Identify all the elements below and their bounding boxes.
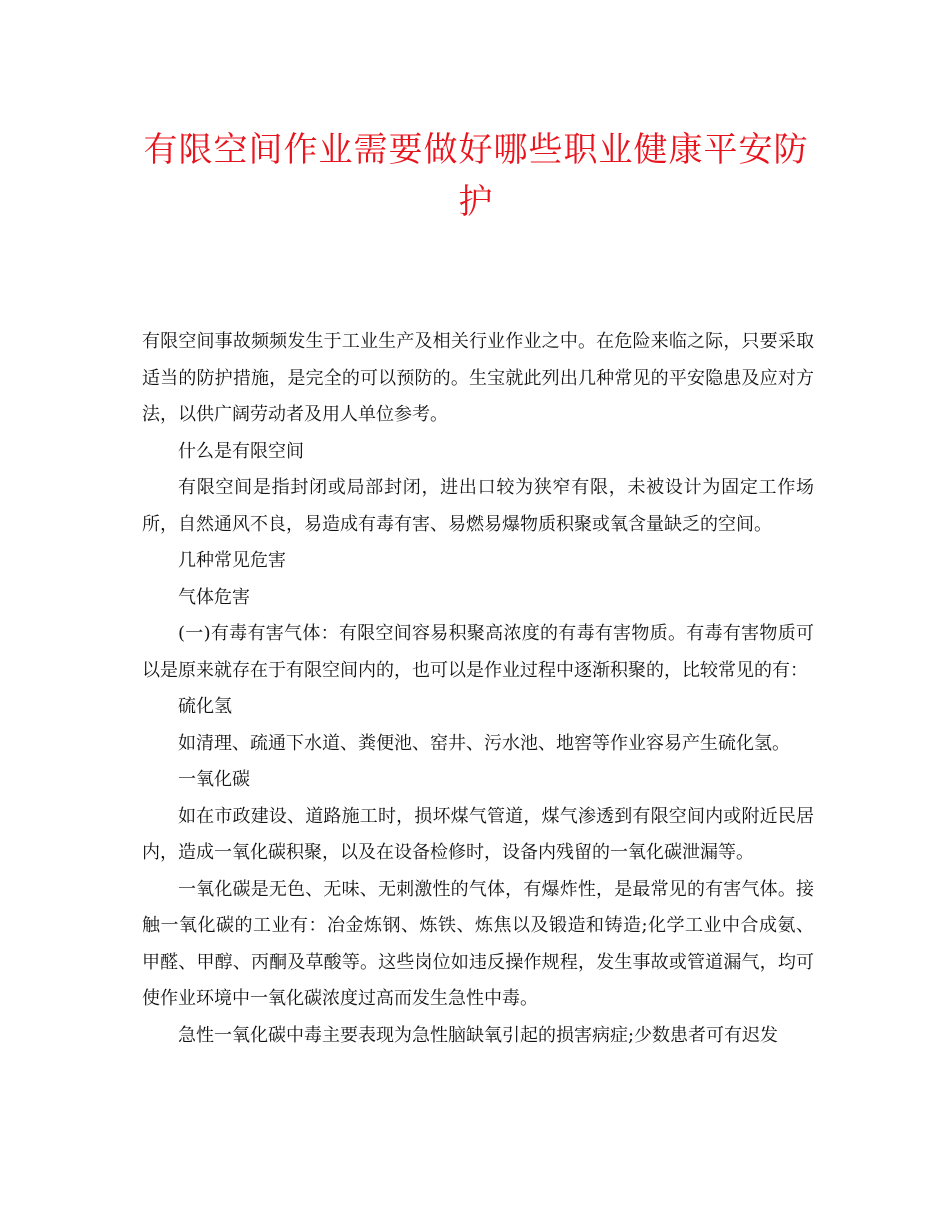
document-title: 有限空间作业需要做好哪些职业健康平安防护 <box>143 130 809 222</box>
heading-what-is-confined-space: 什么是有限空间 <box>178 440 304 462</box>
paragraph-carbon-monoxide-poisoning: 急性一氧化碳中毒主要表现为急性脑缺氧引起的损害病症;少数患者可有迟发 <box>178 1024 779 1046</box>
paragraph-hydrogen-sulfide: 如清理、疏通下水道、粪便池、窑井、污水池、地窖等作业容易产生硫化氢。 <box>178 732 790 754</box>
heading-carbon-monoxide: 一氧化碳 <box>178 769 250 790</box>
document-body <box>142 324 814 1054</box>
paragraph-carbon-monoxide-sources: 如在市政建设、道路施工时，损坏煤气管道，煤气渗透到有限空间内或附近民居内，造成一氧化碳积聚，以及在设备检修时，设备内残留的一氧化碳泄漏等。 <box>142 805 814 863</box>
heading-gas-hazards: 气体危害 <box>178 586 250 608</box>
heading-common-hazards: 几种常见危害 <box>178 550 286 571</box>
heading-hydrogen-sulfide: 硫化氢 <box>178 696 232 717</box>
paragraph-intro: 有限空间事故频频发生于工业生产及相关行业作业之中。在危险来临之际，只要采取适当的防护措施，是完全的可以预防的。生宝就此列出几种常见的平安隐患及应对方法，以供广阔劳动者及用人单位参考。 <box>142 331 814 425</box>
paragraph-carbon-monoxide-properties: 一氧化碳是无色、无味、无刺激性的气体，有爆炸性，是最常见的有害气体。接触一氧化碳的工业有：冶金炼钢、炼铁、炼焦以及锻造和铸造;化学工业中合成氨、甲醛、甲醇、丙酮及草酸等。这些岗位如违反操作规程，发生事故或管道漏气，均可使作业环境中一氧化碳浓度过高而发生急性中毒。 <box>142 878 814 1009</box>
paragraph-toxic-gases: (一)有毒有害气体：有限空间容易积聚高浓度的有毒有害物质。有毒有害物质可以是原来就存在于有限空间内的，也可以是作业过程中逐渐积聚的，比较常见的有： <box>142 623 814 681</box>
paragraph-definition: 有限空间是指封闭或局部封闭，进出口较为狭窄有限，未被设计为固定工作场所，自然通风不良，易造成有毒有害、易燃易爆物质积聚或氧含量缺乏的空间。 <box>142 477 814 535</box>
